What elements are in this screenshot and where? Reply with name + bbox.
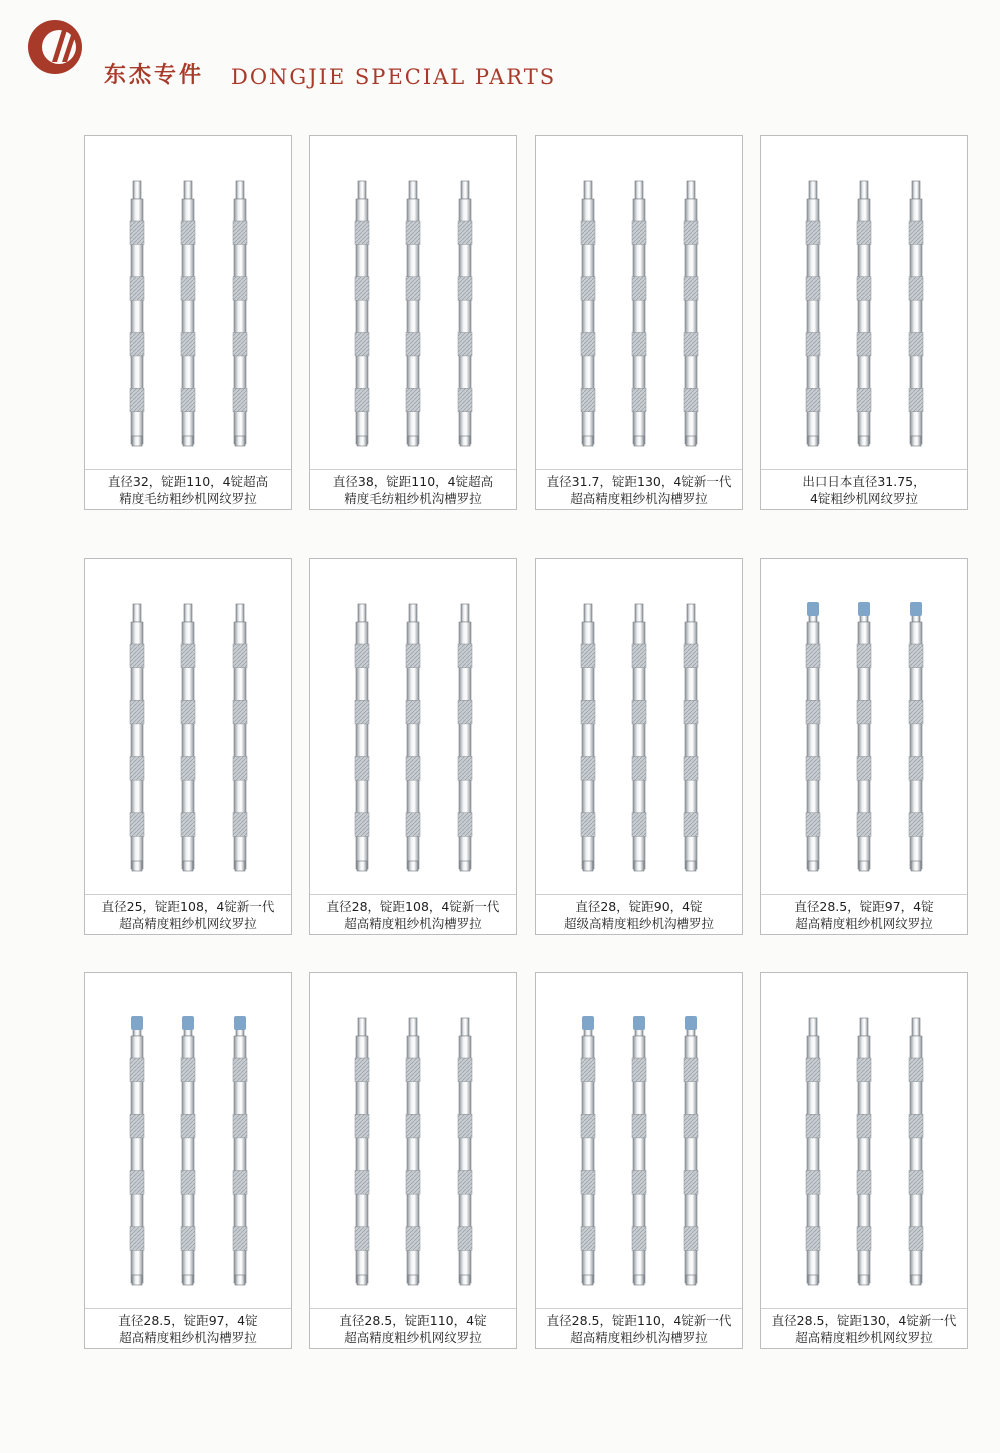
- roller-shaft: [806, 1018, 820, 1285]
- caption-line-2: 超高精度粗纱机网纹罗拉: [795, 916, 933, 931]
- roller-shaft: [857, 181, 871, 446]
- product-caption: [536, 894, 742, 934]
- product-card: [535, 972, 743, 1349]
- product-card: [760, 972, 968, 1349]
- roller-shaft: [233, 604, 247, 871]
- roller-shaft: [355, 604, 369, 871]
- caption-line-2: 超高精度粗纱机沟槽罗拉: [344, 916, 482, 931]
- roller-shaft: [130, 604, 144, 871]
- roller-shaft: [233, 1016, 247, 1285]
- roller-shaft: [581, 604, 595, 871]
- roller-shaft: [130, 181, 144, 446]
- brand-name-english: DONGJIE SPECIAL PARTS: [231, 65, 557, 89]
- roller-shaft: [857, 1018, 871, 1285]
- caption-line-1: 直径25，锭距108，4锭新一代: [101, 899, 275, 914]
- roller-shaft: [458, 1018, 472, 1285]
- product-card: [309, 972, 517, 1349]
- caption-line-2: 超级高精度粗纱机沟槽罗拉: [563, 916, 714, 931]
- caption-line-1: 直径28.5，锭距110，4锭: [339, 1313, 487, 1328]
- roller-shaft: [806, 602, 820, 871]
- caption-line-1: 直径28，锭距90，4锭: [575, 899, 703, 914]
- roller-shaft: [684, 1016, 698, 1285]
- roller-shaft: [632, 1016, 646, 1285]
- caption-line-1: 直径28.5，锭距110，4锭新一代: [546, 1313, 732, 1328]
- product-card: [84, 135, 292, 510]
- roller-photo: [85, 973, 291, 1308]
- caption-line-1: 直径28.5，锭距97，4锭: [794, 899, 934, 914]
- product-caption: [310, 1308, 516, 1348]
- product-card: [309, 135, 517, 510]
- roller-shaft: [406, 604, 420, 871]
- roller-photo: [761, 136, 967, 469]
- product-caption: [536, 1308, 742, 1348]
- caption-line-1: 直径28，锭距108，4锭新一代: [326, 899, 500, 914]
- roller-photo: [310, 973, 516, 1308]
- roller-shaft: [406, 1018, 420, 1285]
- roller-shaft: [581, 181, 595, 446]
- caption-line-1: 出口日本直径31.75，: [802, 474, 926, 489]
- roller-shaft: [909, 1018, 923, 1285]
- product-card: [309, 558, 517, 935]
- roller-photo: [761, 559, 967, 894]
- roller-photo: [536, 136, 742, 469]
- caption-line-2: 超高精度粗纱机沟槽罗拉: [570, 1330, 708, 1345]
- product-card: [535, 558, 743, 935]
- product-caption: [85, 1308, 291, 1348]
- roller-shaft: [355, 181, 369, 446]
- product-caption: [761, 1308, 967, 1348]
- roller-shaft: [406, 181, 420, 446]
- roller-photo: [536, 973, 742, 1308]
- caption-line-2: 超高精度粗纱机网纹罗拉: [344, 1330, 482, 1345]
- roller-photo: [85, 136, 291, 469]
- caption-line-1: 直径31.7，锭距130，4锭新一代: [546, 474, 732, 489]
- roller-shaft: [458, 181, 472, 446]
- caption-line-2: 超高精度粗纱机网纹罗拉: [119, 916, 257, 931]
- roller-photo: [310, 136, 516, 469]
- product-card: [84, 558, 292, 935]
- page-header: [26, 18, 626, 89]
- roller-shaft: [581, 1016, 595, 1285]
- product-caption: [761, 894, 967, 934]
- roller-shaft: [857, 602, 871, 871]
- roller-photo: [536, 559, 742, 894]
- brand-name-chinese: 东杰专件: [104, 63, 205, 88]
- product-caption: [310, 894, 516, 934]
- product-caption: [85, 894, 291, 934]
- product-card: [535, 135, 743, 510]
- roller-shaft: [181, 1016, 195, 1285]
- roller-shaft: [355, 1018, 369, 1285]
- caption-line-1: 直径28.5，锭距97，4锭: [118, 1313, 258, 1328]
- roller-shaft: [806, 181, 820, 446]
- roller-shaft: [909, 181, 923, 446]
- caption-line-2: 超高精度粗纱机网纹罗拉: [795, 1330, 933, 1345]
- dongjie-logo-icon: [26, 18, 84, 76]
- caption-line-2: 超高精度粗纱机沟槽罗拉: [570, 491, 708, 506]
- roller-shaft: [684, 604, 698, 871]
- roller-shaft: [632, 604, 646, 871]
- roller-photo: [85, 559, 291, 894]
- roller-shaft: [181, 604, 195, 871]
- caption-line-2: 4锭粗纱机网纹罗拉: [810, 491, 918, 506]
- roller-shaft: [632, 181, 646, 446]
- roller-photo: [761, 973, 967, 1308]
- caption-line-1: 直径38，锭距110，4锭超高: [332, 474, 494, 489]
- caption-line-1: 直径28.5，锭距130，4锭新一代: [771, 1313, 957, 1328]
- caption-line-2: 精度毛纺粗纱机网纹罗拉: [119, 491, 257, 506]
- roller-shaft: [458, 604, 472, 871]
- roller-shaft: [909, 602, 923, 871]
- roller-shaft: [130, 1016, 144, 1285]
- roller-photo: [310, 559, 516, 894]
- caption-line-2: 精度毛纺粗纱机沟槽罗拉: [344, 491, 482, 506]
- product-caption: [310, 469, 516, 509]
- product-caption: [536, 469, 742, 509]
- product-caption: [85, 469, 291, 509]
- product-card: [84, 972, 292, 1349]
- roller-shaft: [181, 181, 195, 446]
- caption-line-1: 直径32，锭距110，4锭超高: [107, 474, 269, 489]
- roller-shaft: [233, 181, 247, 446]
- product-card: [760, 558, 968, 935]
- caption-line-2: 超高精度粗纱机沟槽罗拉: [119, 1330, 257, 1345]
- roller-shaft: [684, 181, 698, 446]
- product-card: [760, 135, 968, 510]
- product-caption: [761, 469, 967, 509]
